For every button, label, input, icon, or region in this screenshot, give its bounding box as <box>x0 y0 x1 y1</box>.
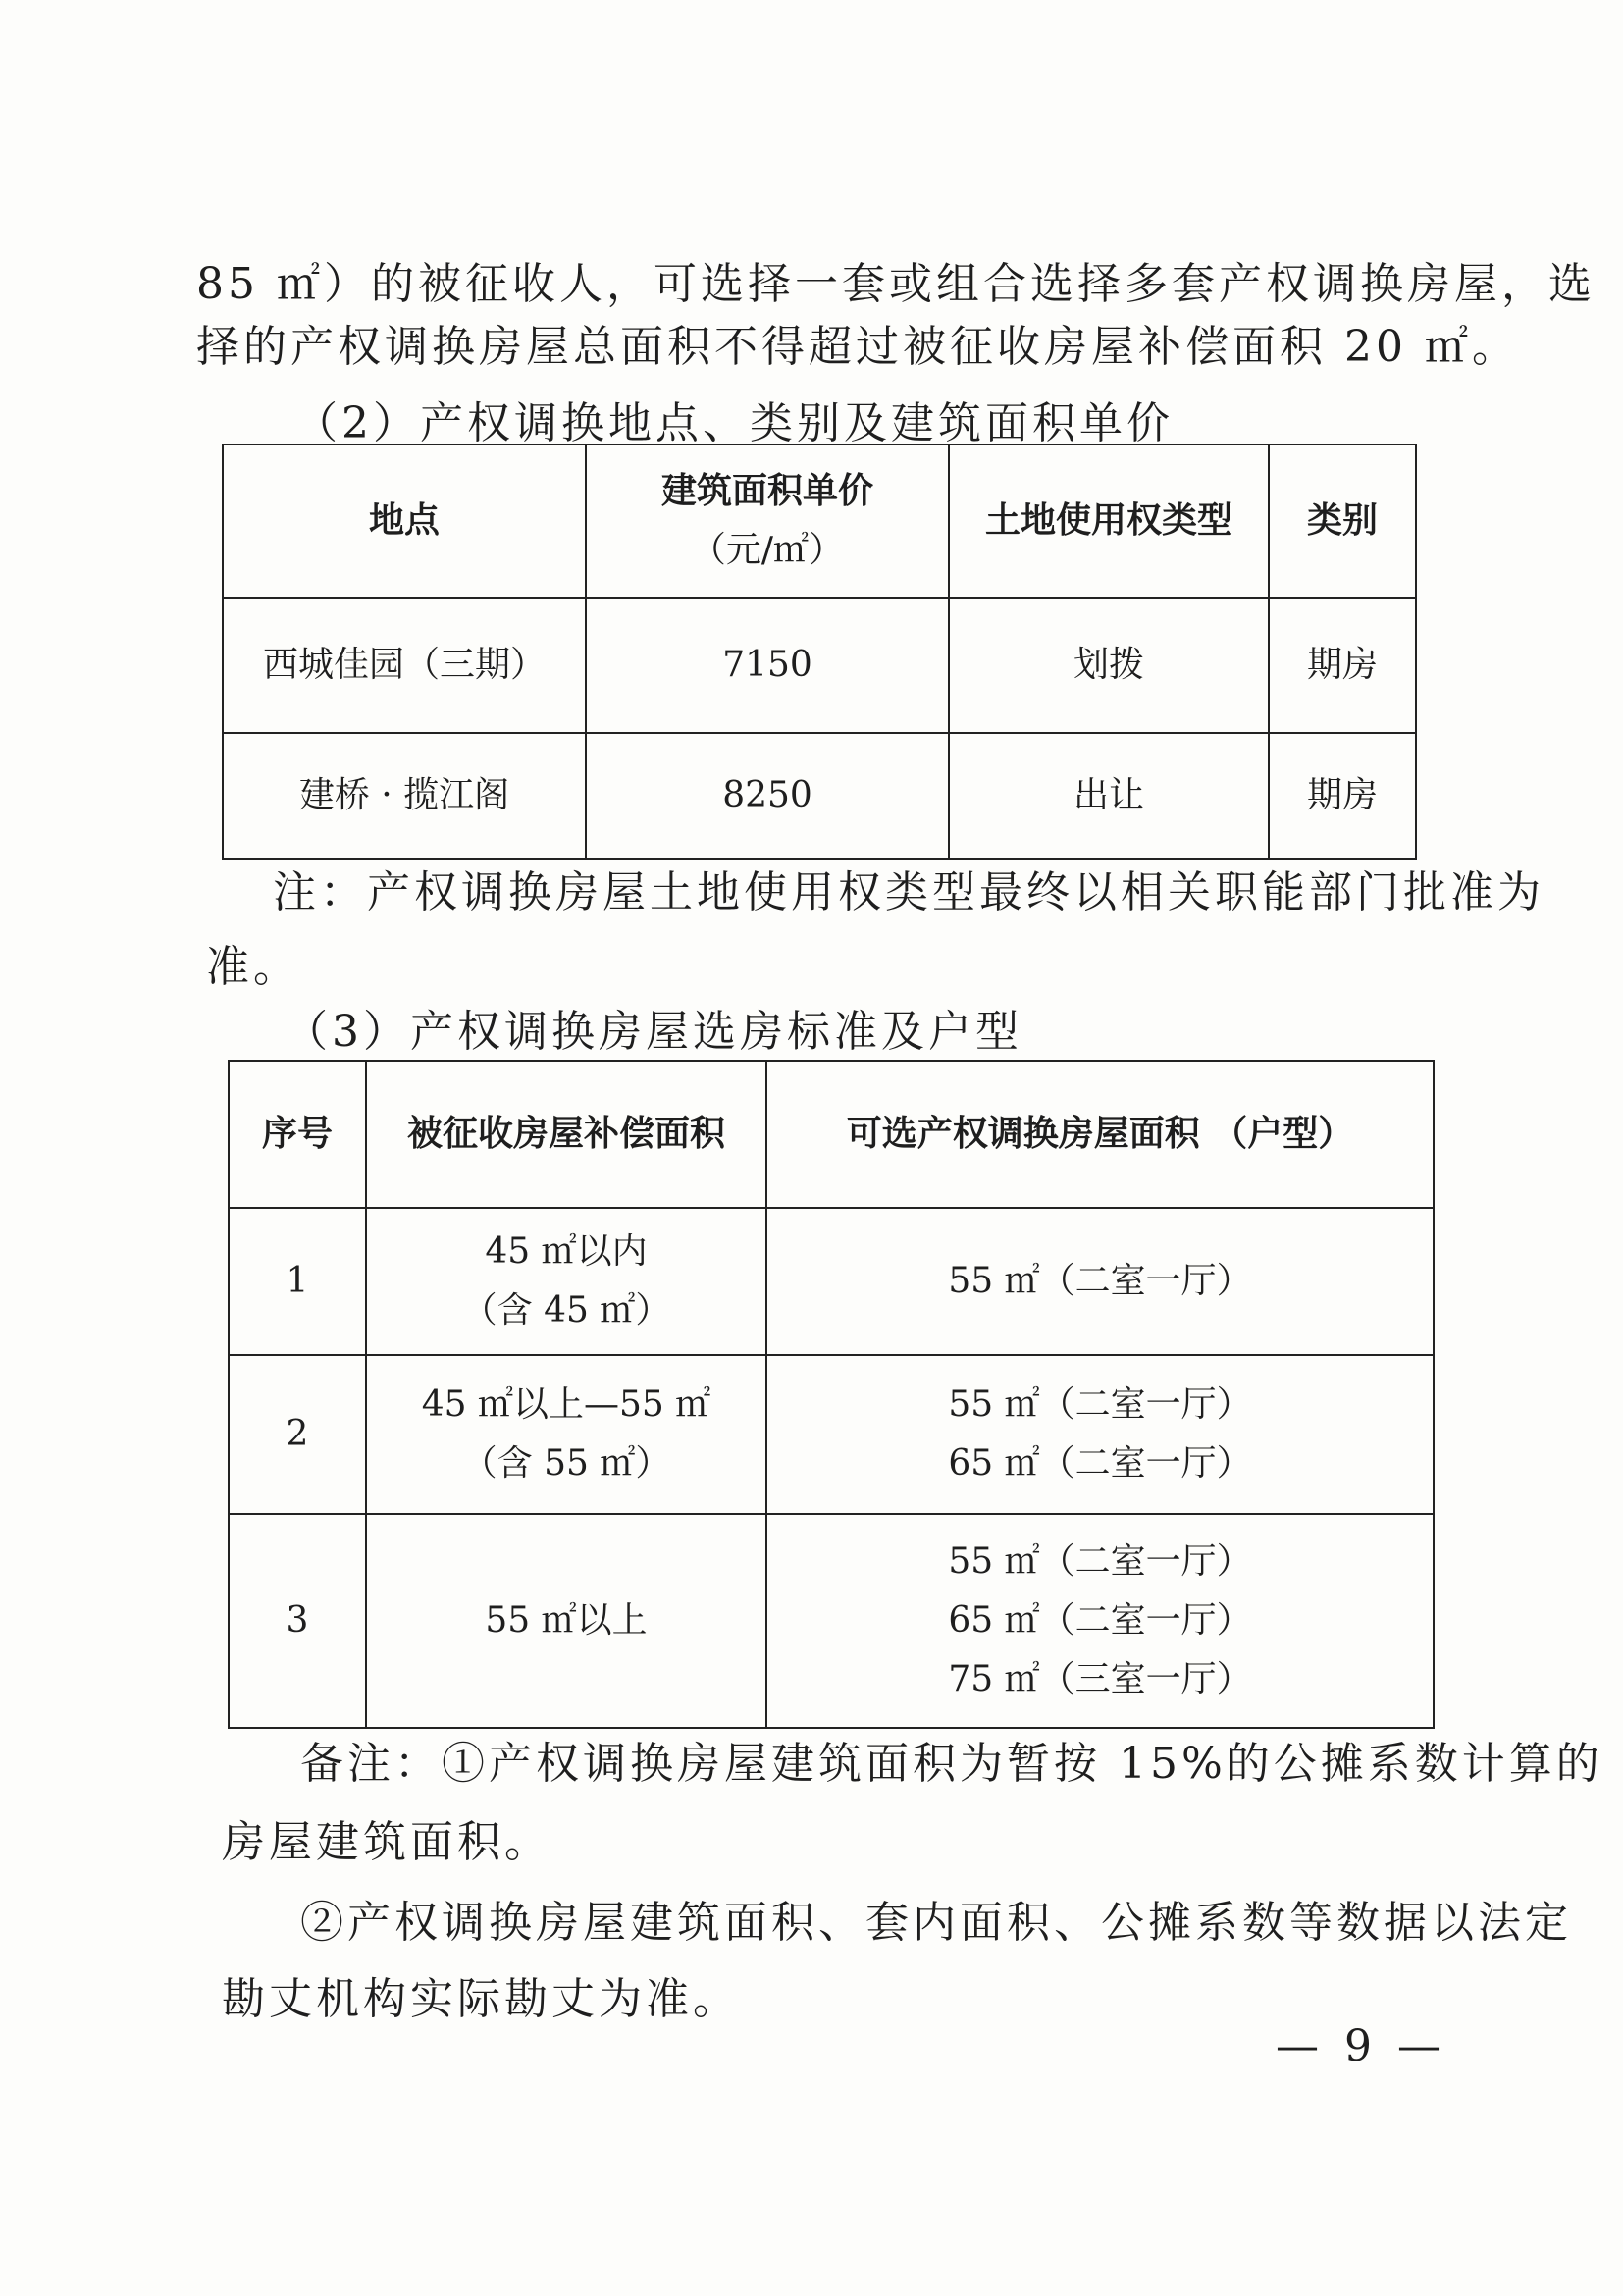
location-cell: 西城佳园（三期） <box>223 598 586 733</box>
option-line: 75 ㎡（三室一厅） <box>948 1659 1252 1699</box>
section2-heading: （2）产权调换地点、类别及建筑面积单价 <box>294 398 1174 448</box>
option-line: 65 ㎡（二室一厅） <box>948 1600 1252 1641</box>
header-land-type: 土地使用权类型 <box>949 444 1269 598</box>
remark2-line-2: 勘丈机构实际勘丈为准。 <box>222 1974 740 2024</box>
header-no: 序号 <box>229 1061 366 1208</box>
page-number: — 9 — <box>1276 2021 1446 2071</box>
table-row <box>229 1208 1434 1355</box>
row-no: 1 <box>229 1208 366 1355</box>
option-line: 55 ㎡（二室一厅） <box>948 1384 1252 1425</box>
land-type-cell: 出让 <box>949 733 1269 859</box>
category-cell: 期房 <box>1269 598 1416 733</box>
option-area-cell <box>766 1514 1434 1728</box>
option-line: 55 ㎡（二室一厅） <box>948 1541 1252 1582</box>
housing-selection-table <box>228 1060 1435 1729</box>
area-line1: 45 ㎡以内 <box>485 1231 648 1272</box>
compensation-area-cell <box>366 1514 766 1728</box>
area-line1: 45 ㎡以上—55 ㎡ <box>421 1384 711 1425</box>
intro-line-2: 择的产权调换房屋总面积不得超过被征收房屋补偿面积 20 ㎡。 <box>196 322 1519 372</box>
header-category: 类别 <box>1269 444 1416 598</box>
header-unit-price-line1: 建筑面积单价 <box>660 471 873 511</box>
compensation-area-cell <box>366 1355 766 1514</box>
remark1-line-1: 备注：①产权调换房屋建筑面积为暂按 15%的公摊系数计算的 <box>300 1739 1603 1789</box>
land-type-cell: 划拨 <box>949 598 1269 733</box>
option-area-cell <box>766 1208 1434 1355</box>
location-cell: 建桥 · 揽江阁 <box>223 733 586 859</box>
area-line2: （含 55 ㎡） <box>461 1443 671 1484</box>
header-unit-price <box>586 444 949 598</box>
location-price-table <box>222 444 1417 860</box>
remark1-line-2: 房屋建筑面积。 <box>222 1817 551 1867</box>
table-row <box>223 598 1416 733</box>
table-row <box>223 733 1416 859</box>
option-line: 65 ㎡（二室一厅） <box>948 1443 1252 1484</box>
header-option-area: 可选产权调换房屋面积 （户型） <box>766 1061 1434 1208</box>
header-unit-price-line2: （元/㎡） <box>690 530 845 570</box>
header-location: 地点 <box>223 444 586 598</box>
row-no: 2 <box>229 1355 366 1514</box>
remark2-line-1: ②产权调换房屋建筑面积、套内面积、公摊系数等数据以法定 <box>300 1898 1572 1948</box>
price-cell: 8250 <box>586 733 949 859</box>
table-row <box>229 1355 1434 1514</box>
compensation-area-cell <box>366 1208 766 1355</box>
table-row <box>229 1514 1434 1728</box>
area-line2: （含 45 ㎡） <box>461 1290 671 1331</box>
price-cell: 7150 <box>586 598 949 733</box>
intro-line-1: 85 ㎡）的被征收人，可选择一套或组合选择多套产权调换房屋，选 <box>196 259 1596 309</box>
option-line: 55 ㎡（二室一厅） <box>948 1261 1252 1301</box>
note-line-1: 注：产权调换房屋土地使用权类型最终以相关职能部门批准为 <box>273 867 1544 917</box>
header-compensation-area: 被征收房屋补偿面积 <box>366 1061 766 1208</box>
area-line1: 55 ㎡以上 <box>485 1600 648 1641</box>
category-cell: 期房 <box>1269 733 1416 859</box>
option-area-cell <box>766 1355 1434 1514</box>
section3-heading: （3）产权调换房屋选房标准及户型 <box>285 1007 1022 1057</box>
row-no: 3 <box>229 1514 366 1728</box>
note-line-2: 准。 <box>206 942 300 992</box>
